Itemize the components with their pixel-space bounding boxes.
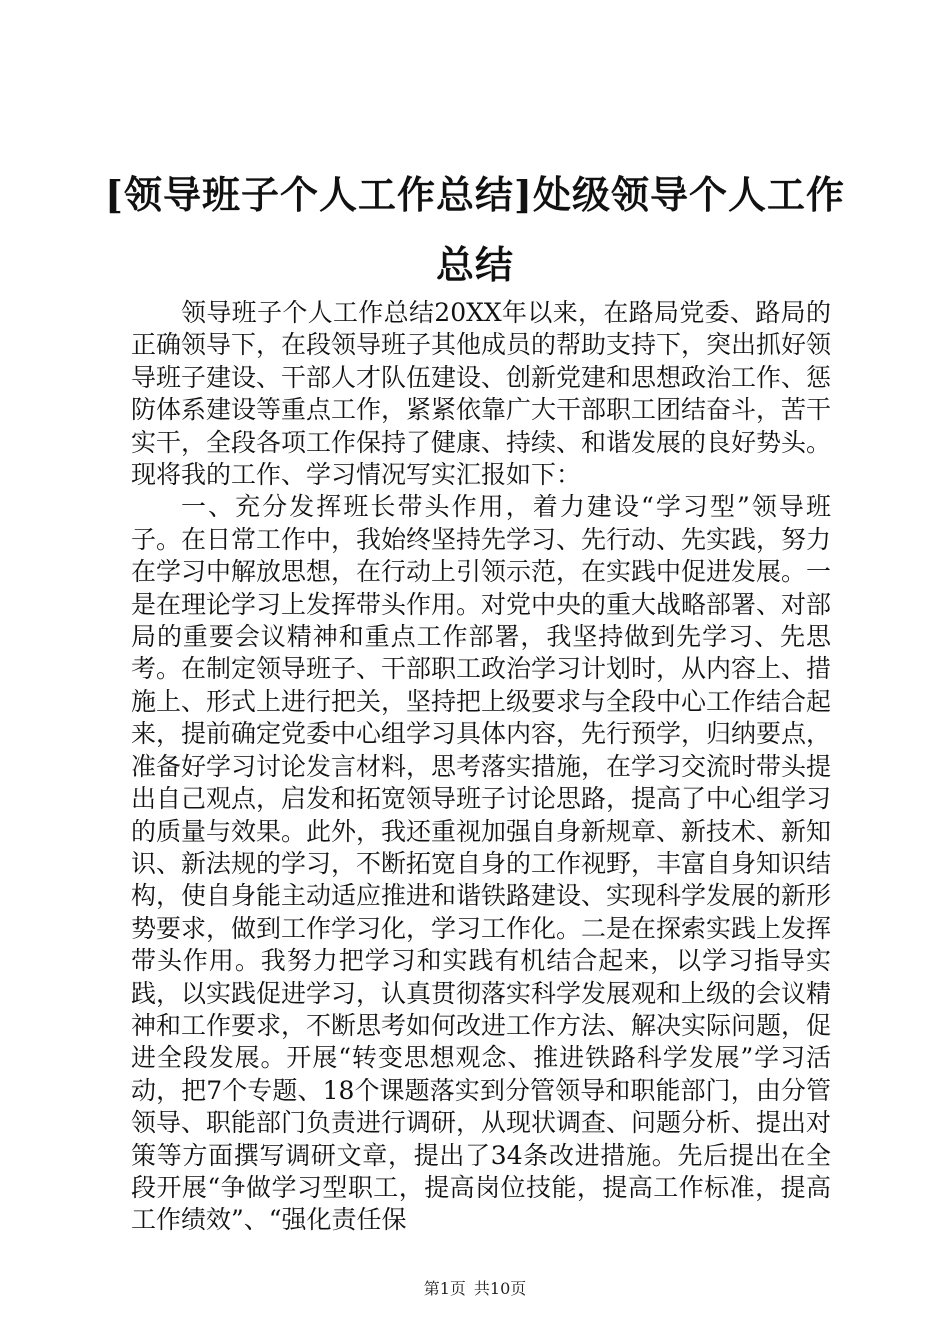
page-footer xyxy=(0,1276,950,1299)
page-number: 第1页 xyxy=(423,1279,466,1298)
document-body xyxy=(131,297,831,1237)
paragraph-intro: 领导班子个人工作总结20XX年以来，在路局党委、路局的正确领导下，在段领导班子其他成员的帮助支持下，突出抓好领导班子建设、干部人才队伍建设、创新党建和思想政治工作、惩防体系建设等重点工作，紧紧依靠广大干部职工团结奋斗，苦干实干，全段各项工作保持了健康、持续、和谐发展的良好势头。现将我的工作、学习情况写实汇报如下： xyxy=(131,298,832,490)
paragraph-section-one: 一、充分发挥班长带头作用，着力建设“学习型”领导班子。在日常工作中，我始终坚持先学习、先行动、先实践，努力在学习中解放思想，在行动上引领示范，在实践中促进发展。一是在理论学习上发挥带头作用。对党中央的重大战略部署、对部局的重要会议精神和重点工作部署，我坚持做到先学习、先思考。在制定领导班子、干部职工政治学习计划时，从内容上、措施上、形式上进行把关，坚持把上级要求与全段中心工作结合起来，提前确定党委中心组学习具体内容，先行预学，归纳要点，准备好学习讨论发言材料，思考落实措施，在学习交流时带头提出自己观点，启发和拓宽领导班子讨论思路，提高了中心组学习的质量与效果。此外，我还重视加强自身新规章、新技术、新知识、新法规的学习，不断拓宽自身的工作视野，丰富自身知识结构，使自身能主动适应推进和谐铁路建设、实现科学发展的新形势要求，做到工作学习化，学习工作化。二是在探索实践上发挥带头作用。我努力把学习和实践有机结合起来，以学习指导实践，以实践促进学习，认真贯彻落实科学发展观和上级的会议精神和工作要求，不断思考如何改进工作方法、解决实际问题，促进全段发展。开展“转变思想观念、推进铁路科学发展”学习活动，把7个专题、18个课题落实到分管领导和职能部门，由分管领导、职能部门负责进行调研，从现状调查、问题分析、提出对策等方面撰写调研文章，提出了34条改进措施。先后提出在全段开展“争做学习型职工，提高岗位技能，提高工作标准，提高工作绩效”、“强化责任保 xyxy=(131,492,832,1235)
page-total: 共10页 xyxy=(473,1279,527,1298)
document-title: [领导班子个人工作总结]处级领导个人工作总结 xyxy=(105,172,845,287)
